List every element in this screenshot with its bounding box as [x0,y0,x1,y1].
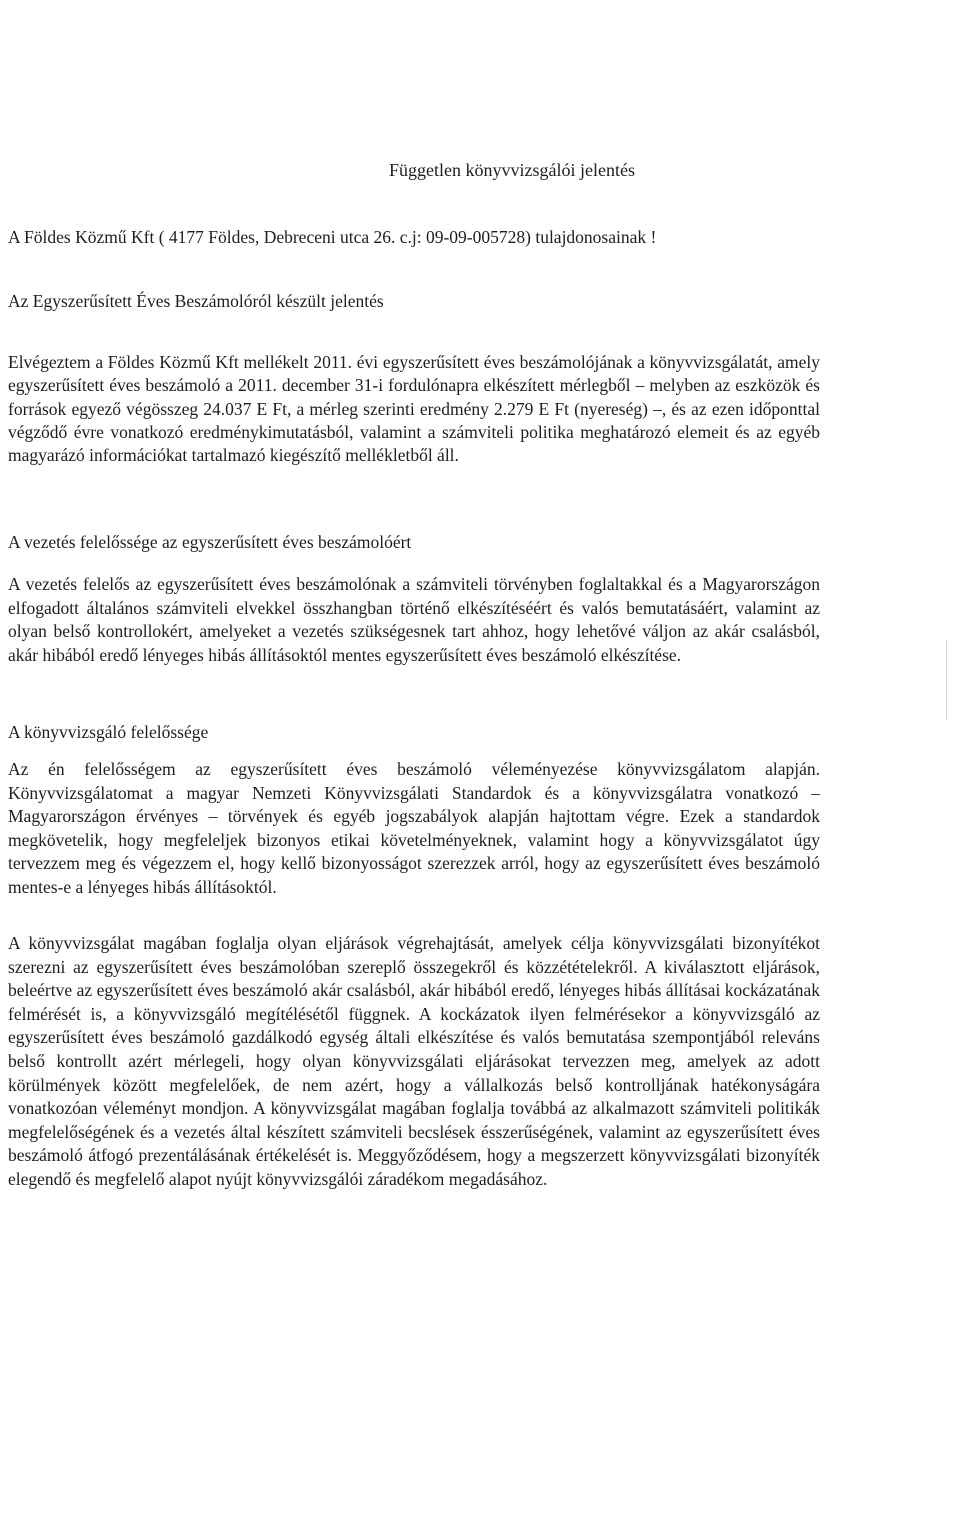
auditor-paragraph-2: A könyvvizsgálat magában foglalja olyan eljárások végrehajtását, amelyek célja könyvvizsgálati bizonyítékot szerezni az egyszerűsített éves beszámolóban szereplő összegekről és közzétételekről. A kiválasztott eljárások, beleértve az egyszerűsített éves beszámoló akár csalásból, akár hibából eredő, lényeges hibás állításai kockázatának felmérését is, a könyvvizsgáló megítélésétől függnek. A kockázatok ilyen felmérésekor a könyvvizsgáló az egyszerűsített éves beszámoló gazdálkodó egység általi elkészítése és valós bemutatása szempontjából releváns belső kontrollt azért mérlegeli, hogy olyan könyvvizsgálati eljárásokat tervezzen meg, amelyek az adott körülmények között megfelelőek, de nem azért, hogy a vállalkozás belső kontrolljának hatékonyságára vonatkozóan véleményt mondjon. A könyvvizsgálat magában foglalja továbbá az alkalmazott számviteli politikák megfelelőségének és a vezetés által készített számviteli becslések ésszerűségének, valamint az egyszerűsített éves beszámoló átfogó prezentálásának értékelését is. Meggyőződésem, hogy a megszerzett könyvvizsgálati bizonyíték elegendő és megfelelő alapot nyújt könyvvizsgálói záradékom megadásához. [8,933,820,1189]
report-title: Független könyvvizsgálói jelentés [389,160,635,180]
auditor-heading: A könyvvizsgáló felelőssége [8,722,209,742]
report-subtitle: Az Egyszerűsített Éves Beszámolóról készült jelentés [8,291,384,311]
management-paragraph: A vezetés felelős az egyszerűsített éves beszámolónak a számviteli törvényben foglaltakkal és a Magyarországon elfogadott általános számviteli elvekkel összhangban történő elkészítéséért és valós bemutatásáért, valamint az olyan belső kontrollokért, amelyeket a vezetés szükségesnek tart ahhoz, hogy lehetővé váljon az akár csalásból, akár hibából eredő lényeges hibás állításoktól mentes egyszerűsített éves beszámoló elkészítése. [8,574,820,665]
scan-margin-mark [946,640,947,720]
addressee-line: A Földes Közmű Kft ( 4177 Földes, Debreceni utca 26. c.j: 09-09-005728) tulajdonosainak ! [8,227,657,247]
intro-paragraph: Elvégeztem a Földes Közmű Kft mellékelt 2011. évi egyszerűsített éves beszámolójának a könyvvizsgálatát, amely egyszerűsített éves beszámoló a 2011. december 31-i fordulónapra elkészített mérlegből – melyben az eszközök és források egyező végösszeg 24.037 E Ft, a mérleg szerinti eredmény 2.279 E Ft (nyereség) –, és az ezen időponttal végződő évre vonatkozó eredménykimutatásból, valamint a számviteli politika meghatározó elemeit és az egyéb magyarázó információkat tartalmazó kiegészítő mellékletből áll. [8,352,820,466]
management-heading: A vezetés felelőssége az egyszerűsített éves beszámolóért [8,532,412,552]
auditor-paragraph-1: Az én felelősségem az egyszerűsített éves beszámoló véleményezése könyvvizsgálatom alapján. Könyvvizsgálatomat a magyar Nemzeti Könyvvizsgálati Standardok és a könyvvizsgálatra vonatkozó – Magyarországon érvényes – törvények és egyéb jogszabályok alapján hajtottam végre. Ezek a standardok megkövetelik, hogy megfeleljek bizonyos etikai követelményeknek, valamint hogy a könyvvizsgálatot úgy tervezzem meg és végezzem el, hogy kellő bizonyosságot szerezzek arról, hogy az egyszerűsített éves beszámoló mentes-e a lényeges hibás állításoktól. [8,759,820,897]
